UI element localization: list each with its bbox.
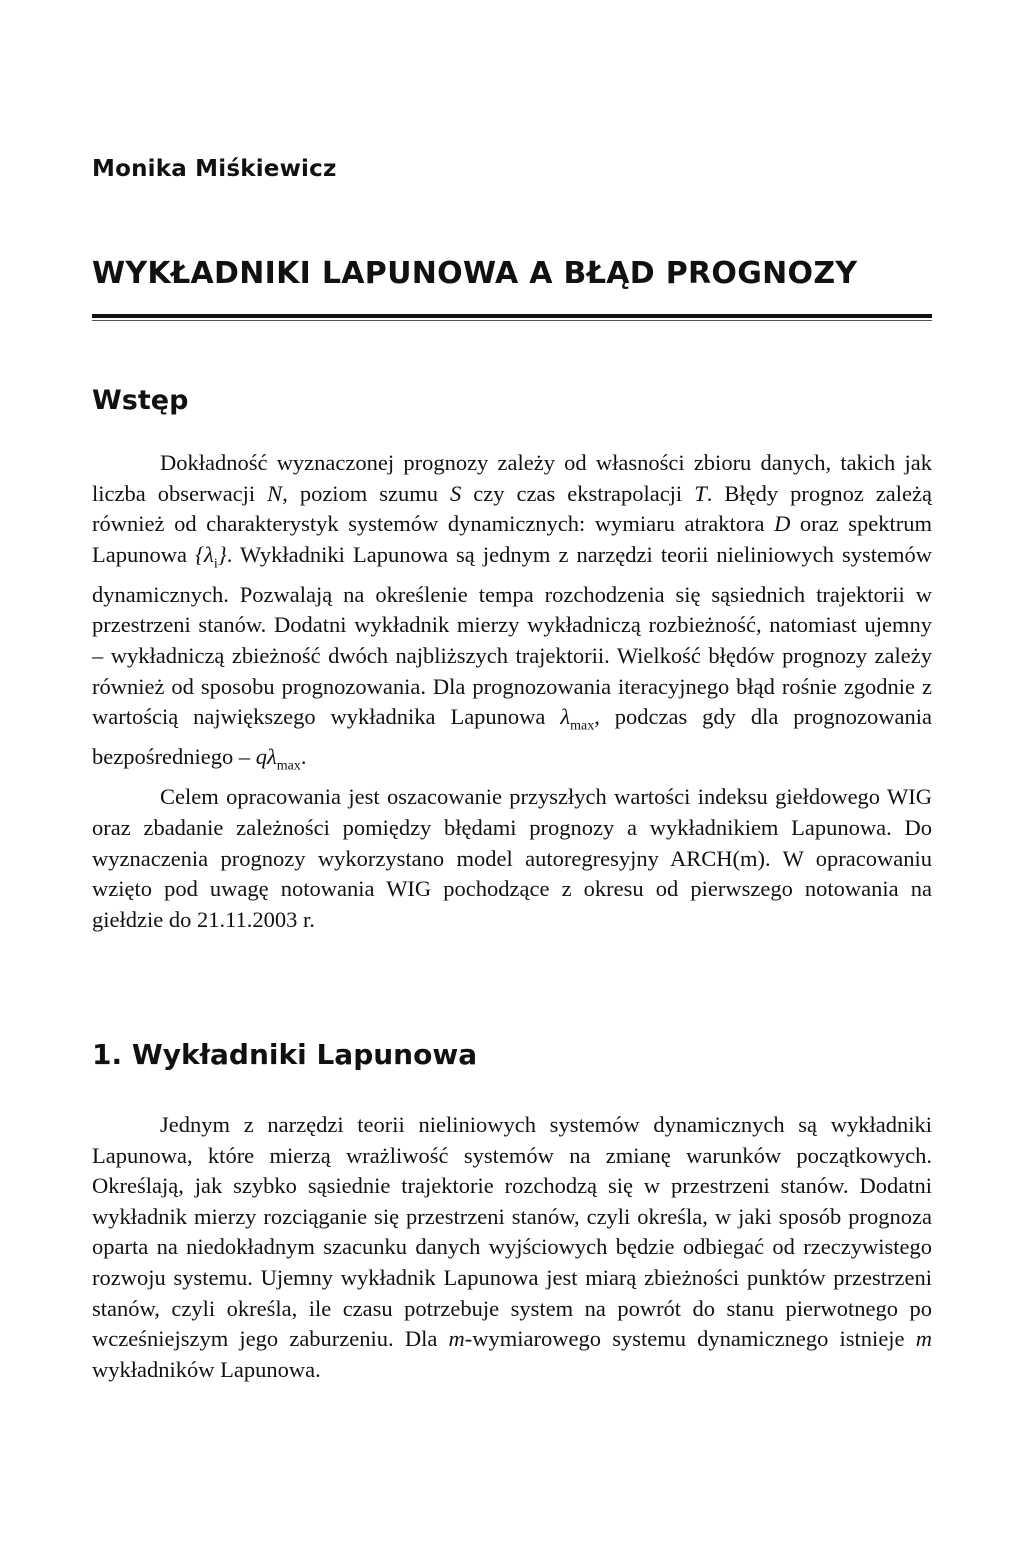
text-run: -wymiarowego systemu dynamicznego istnieje: [464, 1326, 916, 1352]
section-1-heading: 1. Wykładniki Lapunowa: [92, 1038, 478, 1071]
math-subscript: max: [276, 758, 301, 774]
math-lambda-i: [195, 541, 227, 572]
text-run: Jednym z narzędzi teorii nieliniowych systemów dynamicznych są wykładniki Lapunowa, które mierzą wrażliwość systemów na zmianę warunków początkowych. Określają, jak szybko sąsiednie trajektorie rozchodzą się w przestrzeni stanów. Dodatni wykładnik mierzy rozciąganie się przestrzeni stanów, czyli określa, w jaki sposób prognoza oparta na niedokładnym szacunku danych wyjściowych będzie odbiegać od rzeczywistego rozwoju systemu. Ujemny wykładnik Lapunowa jest miarą zbieżności punktów przestrzeni stanów, czyli określa, ile czasu potrzebuje system na powrót do stanu pierwotnego po wcześniejszym jego zaburzeniu. Dla: [92, 1112, 932, 1352]
text-run: . Wykładniki Lapunowa są jednym z narzędzi teorii nieliniowych systemów dynamicznych. Pozwalają na określenie tempa rozchodzenia się sąsiednich trajektorii w przestrzeni stanów. Dodatni wykładnik mierzy wykładniczą rozbieżność, natomiast ujemny – wykładniczą zbieżność dwóch najbliższych trajektorii. Wielkość błędów prognozy zależy również od sposobu prognozowania. Dla prognozowania iteracyjnego błąd rośnie zgodnie z wartością największego wykładnika Lapunowa: [92, 541, 932, 730]
section-1-paragraph-1: [92, 1110, 932, 1385]
author-name: Monika Miśkiewicz: [92, 156, 337, 182]
math-lambda: {λ: [195, 541, 214, 567]
intro-heading: Wstęp: [92, 385, 189, 416]
intro-paragraph-2: Celem opracowania jest oszacowanie przyszłych wartości indeksu giełdowego WIG oraz zbadanie zależności pomiędzy błędami prognozy a wykładnikiem Lapunowa. Do wyznaczenia prognozy wykorzystano model autoregresyjny ARCH(m). W opracowaniu wzięto pod uwagę notowania WIG pochodzące z okresu od pierwszego notowania na giełdzie do 21.11.2003 r.: [92, 784, 932, 932]
math-m: m: [915, 1326, 932, 1352]
text-run: Dokładność wyznaczonej prognozy zależy od własności zbioru danych, takich jak liczba obserwacji: [92, 450, 932, 506]
math-brace: }: [217, 541, 227, 567]
math-m: m: [448, 1326, 465, 1352]
text-run: . Błędy prognoz zależą również od charakterystyk systemów dynamicznych: wymiaru atraktora: [92, 480, 932, 537]
title-rule-thin: [92, 320, 932, 321]
section-1-body: [92, 1110, 932, 1385]
title-rule: [92, 314, 932, 318]
math-T: T: [694, 480, 707, 506]
math-lambda: λ: [560, 704, 571, 730]
math-subscript: max: [570, 718, 595, 734]
text-run: , podczas gdy dla prognozowania bezpośredniego –: [92, 704, 932, 770]
math-N: N: [267, 480, 283, 506]
text-run: oraz spektrum Lapunowa: [92, 511, 932, 567]
math-D: D: [774, 511, 791, 537]
paper-title: WYKŁADNIKI LAPUNOWA A BŁĄD PROGNOZY: [92, 256, 858, 291]
text-run: czy czas ekstrapolacji: [461, 480, 695, 506]
text-run: , poziom szumu: [282, 480, 451, 506]
intro-body: [92, 448, 932, 935]
math-q-lambda: qλ: [255, 744, 277, 770]
intro-paragraph-1: [92, 448, 932, 782]
text-run: .: [300, 744, 307, 770]
text-run: wykładników Lapunowa.: [92, 1356, 321, 1382]
math-S: S: [450, 480, 462, 506]
math-subscript: i: [213, 556, 218, 572]
math-lambda-max: [560, 704, 595, 734]
math-q-lambda-max: [255, 744, 301, 774]
